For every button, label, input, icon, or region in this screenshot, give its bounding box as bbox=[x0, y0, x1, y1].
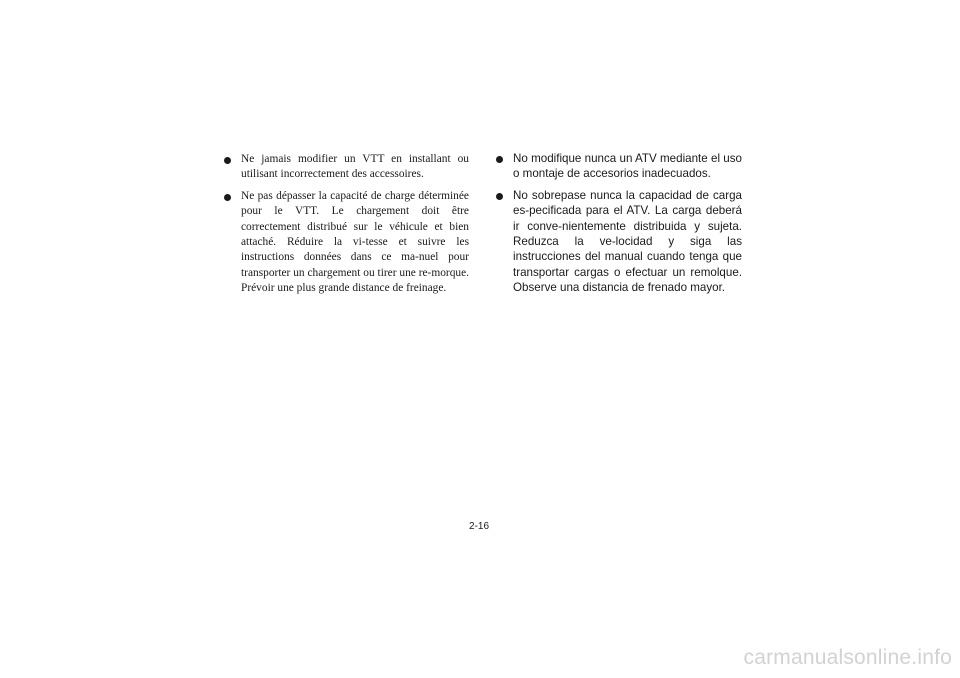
bullet-icon bbox=[224, 157, 231, 164]
list-item bbox=[224, 189, 469, 297]
page-number: 2-16 bbox=[469, 521, 490, 532]
french-column bbox=[224, 152, 469, 303]
bullet-icon bbox=[224, 194, 231, 201]
list-item-text: No modifique nunca un ATV mediante el uso o montaje de accesorios inadecuados. bbox=[513, 152, 742, 181]
list-item-text: No sobrepase nunca la capacidad de carga es-pecificada para el ATV. La carga deberá ir conve-nientemente distribuida y sujeta. Reduzca la ve-locidad y siga las instrucciones del manual cuando tenga que transportar cargas o efectuar un remolque. Observe una distancia de frenado mayor. bbox=[513, 188, 742, 295]
list-item-text: Ne jamais modifier un VTT en installant ou utilisant incorrectement des accessoires. bbox=[241, 153, 469, 181]
watermark-text: carmanualsonline.info bbox=[743, 646, 952, 669]
list-item-text: Ne pas dépasser la capacité de charge déterminée pour le VTT. Le chargement doit être correctement distribué sur le véhicule et bien attaché. Réduire la vi-tesse et suivre les instructions données dans ce ma-nuel pour transporter un chargement ou tirer une re-morque. Prévoir une plus grande distance de freinage. bbox=[241, 189, 469, 295]
bullet-icon bbox=[496, 193, 503, 200]
bullet-icon bbox=[496, 156, 503, 163]
list-item bbox=[224, 152, 469, 183]
list-item bbox=[496, 151, 742, 182]
spanish-column bbox=[496, 151, 742, 302]
list-item bbox=[496, 188, 742, 296]
